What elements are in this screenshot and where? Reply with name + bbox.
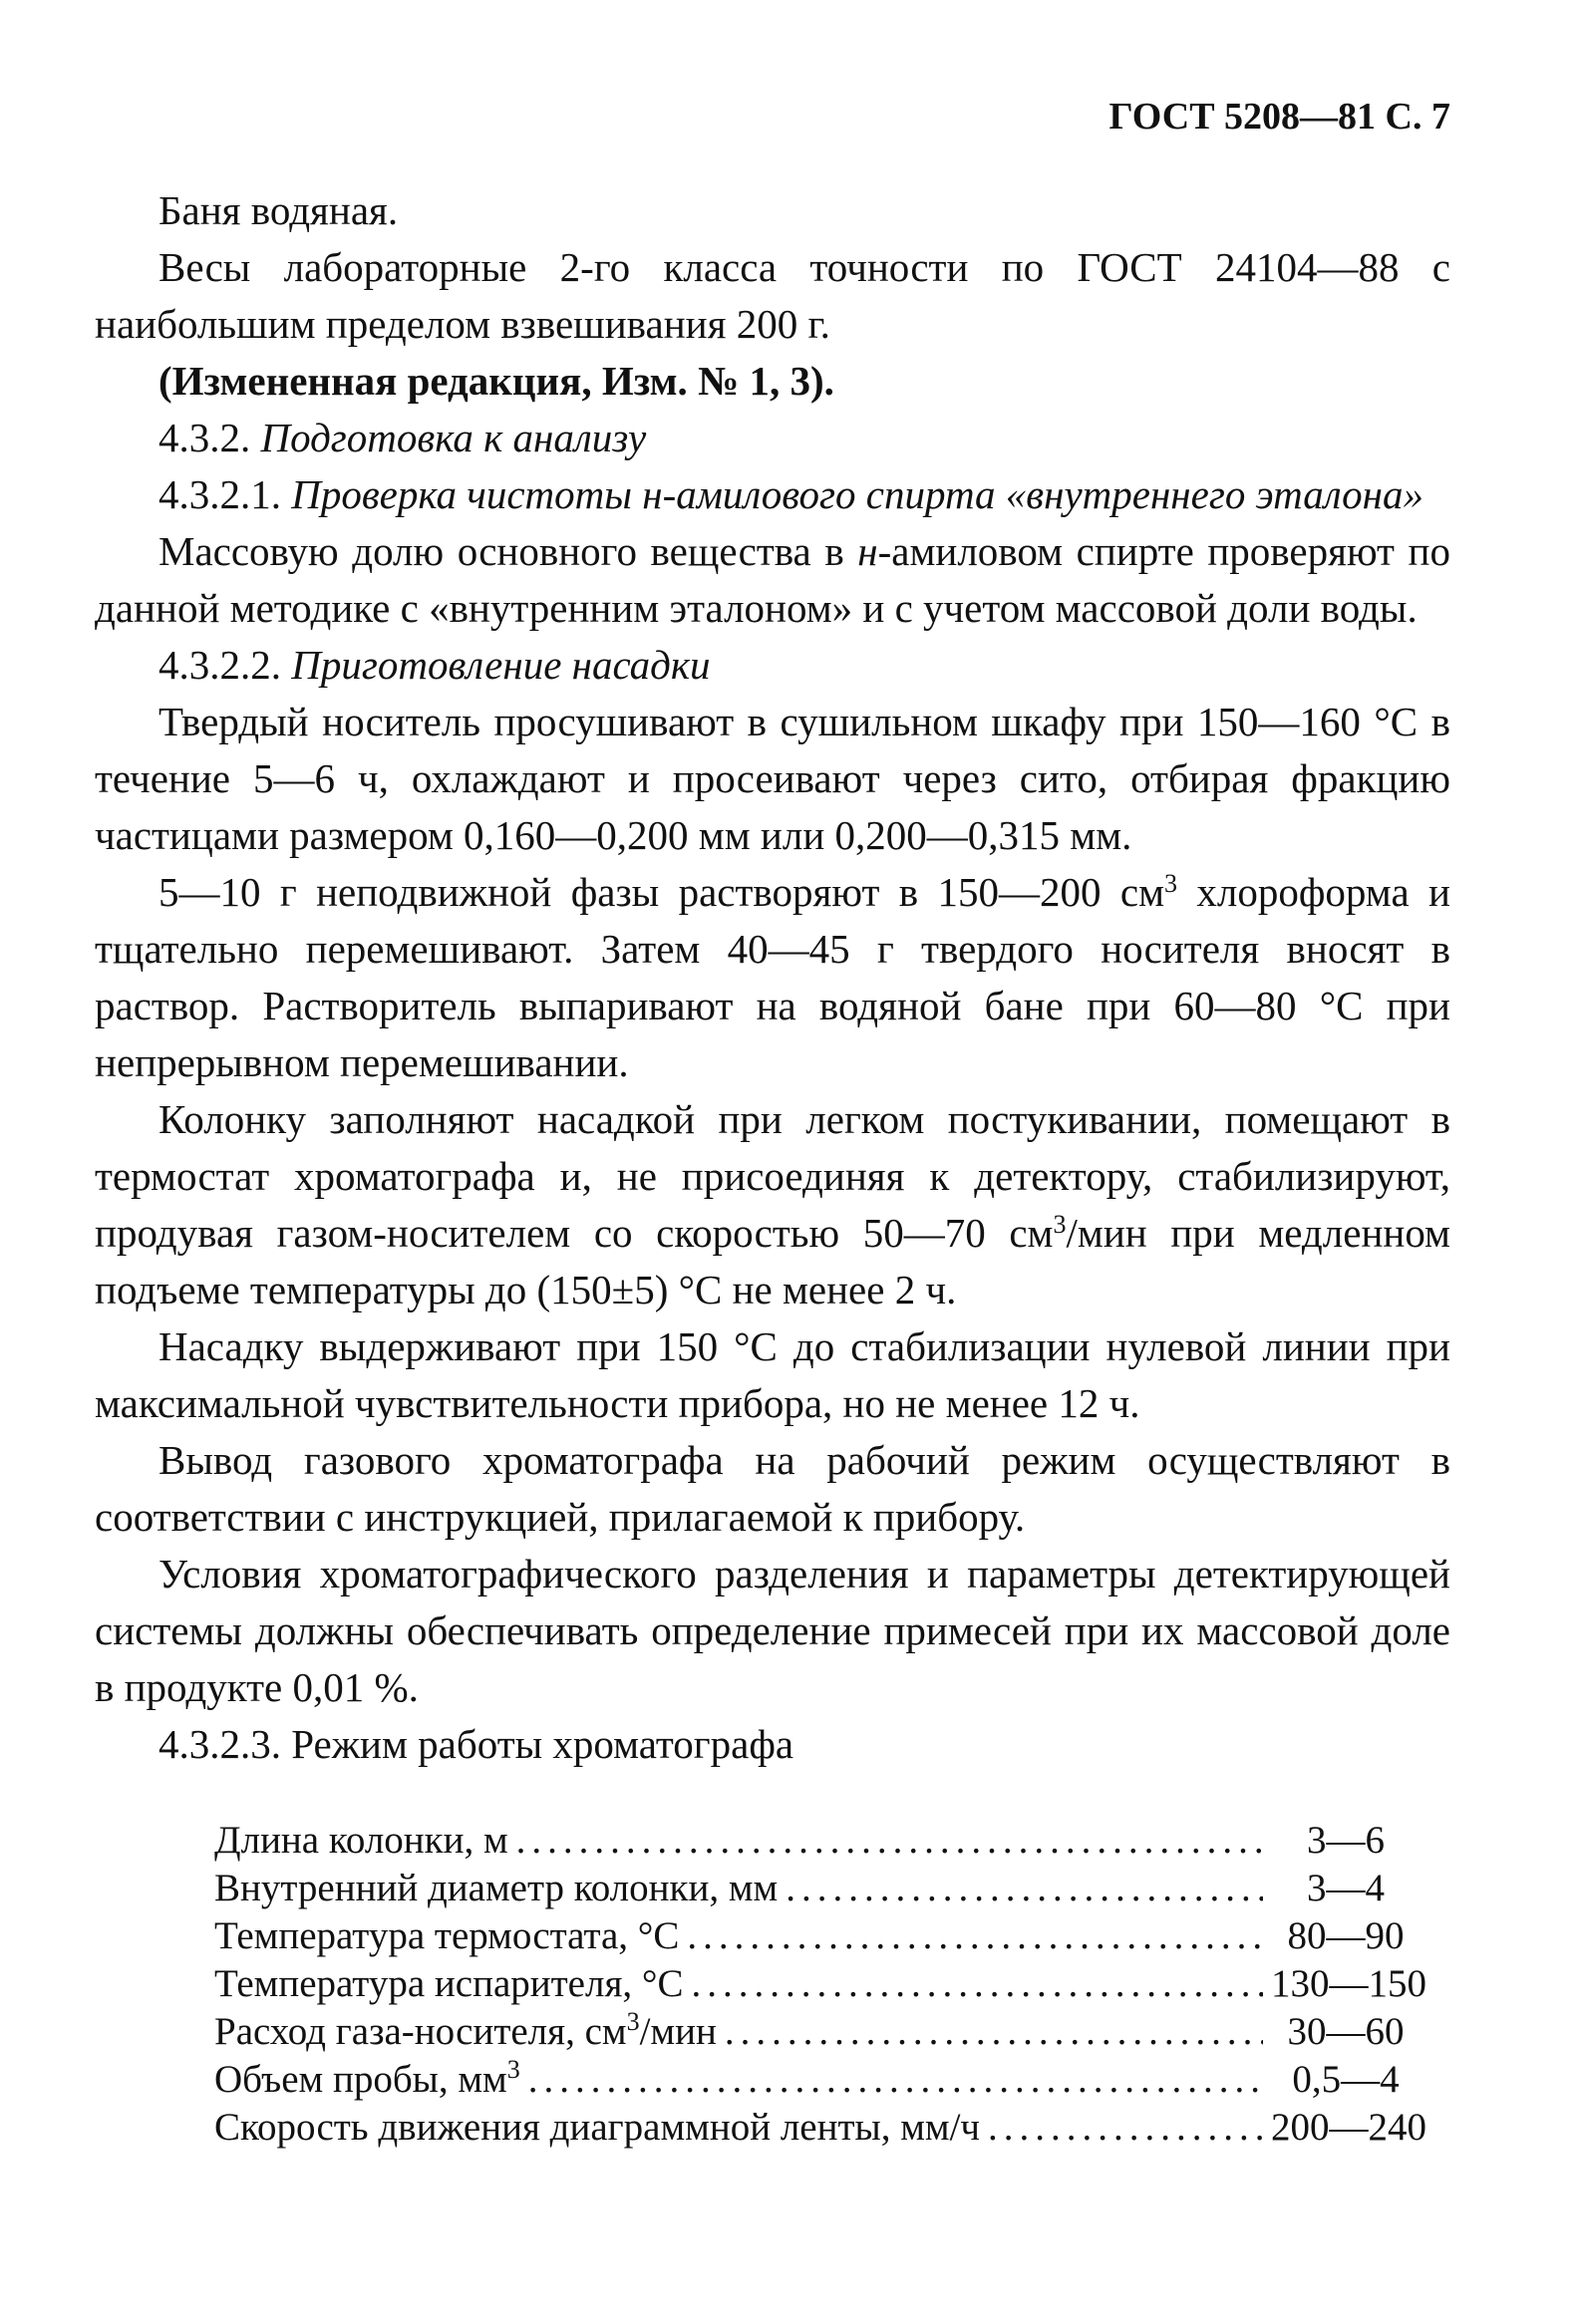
paragraph-carrier-drying: Твердый носитель просушивают в сушильном шкафу при 150—160 °С в течение 5—6 ч, охлаждают и просеивают через сито, отбирая фракцию частицами размером 0,160—0,200 мм или 0,200—0,315 мм. [95,699,1450,858]
parameter-row [214,2056,1421,2104]
section-number: 4.3.2.2. [158,642,281,688]
parameter-row [214,1912,1421,1960]
paragraph-revision-note: (Измененная редакция, Изм. № 1, 3). [158,358,834,404]
paragraph-alcohol-check [95,523,1450,637]
text-run: 5—10 г неподвижной фазы растворяют в 150—200 см [158,869,1165,915]
text-run: /мин при медленном подъеме температуры до (150±5) °С не менее 2 ч. [95,1210,1450,1312]
parameter-row [214,2104,1426,2152]
section-title: Приготовление насадки [291,642,711,688]
paragraph-packing-hold: Насадку выдерживают при 150 °С до стабилизации нулевой линии при максимальной чувствительности прибора, но не менее 12 ч. [95,1323,1450,1426]
parameter-label: Температура испарителя, °С [214,1962,684,2005]
parameter-value: 0,5—4 [1292,2058,1400,2101]
text-run: Колонку заполняют насадкой при легком постукивании, помещают в термостат хроматографа и, не присоединяя к детектору, стабилизируют, продувая газом-носителем со скоростью 50—70 см [95,1096,1450,1256]
parameter-row [214,1817,1421,1865]
paragraph-separation-conditions: Условия хроматографического разделения и параметры детектирующей системы должны обеспечивать определение примесей при их массовой доле в продукте 0,01 %. [95,1551,1450,1710]
text-run: хлороформа и тщательно перемешивают. Затем 40—45 г твердого носителя вносят в раствор. Растворитель выпаривают на водяной бане при 60—80 °С при непрерывном перемешивании. [95,869,1450,1085]
paragraph-water-bath: Баня водяная. [158,187,399,233]
superscript: 3 [1164,869,1178,898]
section-number: 4.3.2. [158,415,251,460]
parameter-value: 130—150 [1271,1962,1426,2005]
leader-dots [725,2008,1263,2056]
parameter-row [214,1960,1426,2008]
paragraph-stationary-phase [95,864,1450,1091]
section-4-3-2 [95,410,1450,466]
parameter-label: Расход газа-носителя, $см^3$/мин [214,2007,717,2053]
parameter-label: Длина колонки, м [214,1819,508,1862]
parameter-label: Температура термостата, °С [214,1914,680,1957]
leader-dots [516,1817,1263,1865]
section-4-3-2-1 [95,466,1450,523]
section-number: 4.3.2.1. [158,471,281,517]
text-run: -амиловом спирте проверяют по данной методике с «внутренним эталоном» и с учетом массовой доли воды. [95,528,1450,631]
leader-dots [528,2056,1263,2104]
leader-dots [687,1912,1263,1960]
section-title: Проверка чистоты н-амилового спирта «внутреннего эталона» [291,471,1423,517]
parameters-list [214,1817,1426,2152]
page-header: ГОСТ 5208—81 С. 7 [1108,96,1450,138]
section-title: Подготовка к анализу [260,415,647,460]
paragraph-column-filling [95,1091,1450,1318]
superscript: 3 [1053,1210,1067,1239]
parameter-value: 200—240 [1271,2106,1426,2149]
leader-dots [692,1960,1264,2008]
leader-dots [988,2104,1263,2152]
paragraph-chromatograph-mode: Вывод газового хроматографа на рабочий режим осуществляют в соответствии с инструкцией, прилагаемой к прибору. [95,1437,1450,1540]
section-4-3-2-2 [95,637,1450,694]
parameter-row [214,1865,1421,1912]
parameter-value: 3—4 [1307,1867,1385,1909]
parameter-label: Объем пробы, $мм^3$ [214,2055,520,2101]
document-page [95,95,1450,2152]
section-4-3-2-3: 4.3.2.3. Режим работы хроматографа [158,1721,794,1767]
leader-dots [786,1865,1263,1912]
parameter-value: 80—90 [1287,1914,1405,1957]
parameter-value: 30—60 [1287,2010,1405,2053]
text-run: Массовую долю основного вещества в [158,528,858,574]
text-run-italic: н [857,528,878,574]
parameter-label: Внутренний диаметр колонки, мм [214,1867,779,1909]
parameter-value: 3—6 [1307,1819,1385,1862]
parameter-row [214,2008,1421,2056]
parameter-label: Скорость движения диаграммной ленты, мм/ч [214,2106,981,2149]
paragraph-scales: Весы лабораторные 2-го класса точности по ГОСТ 24104—88 с наибольшим пределом взвешивания 200 г. [95,244,1450,347]
